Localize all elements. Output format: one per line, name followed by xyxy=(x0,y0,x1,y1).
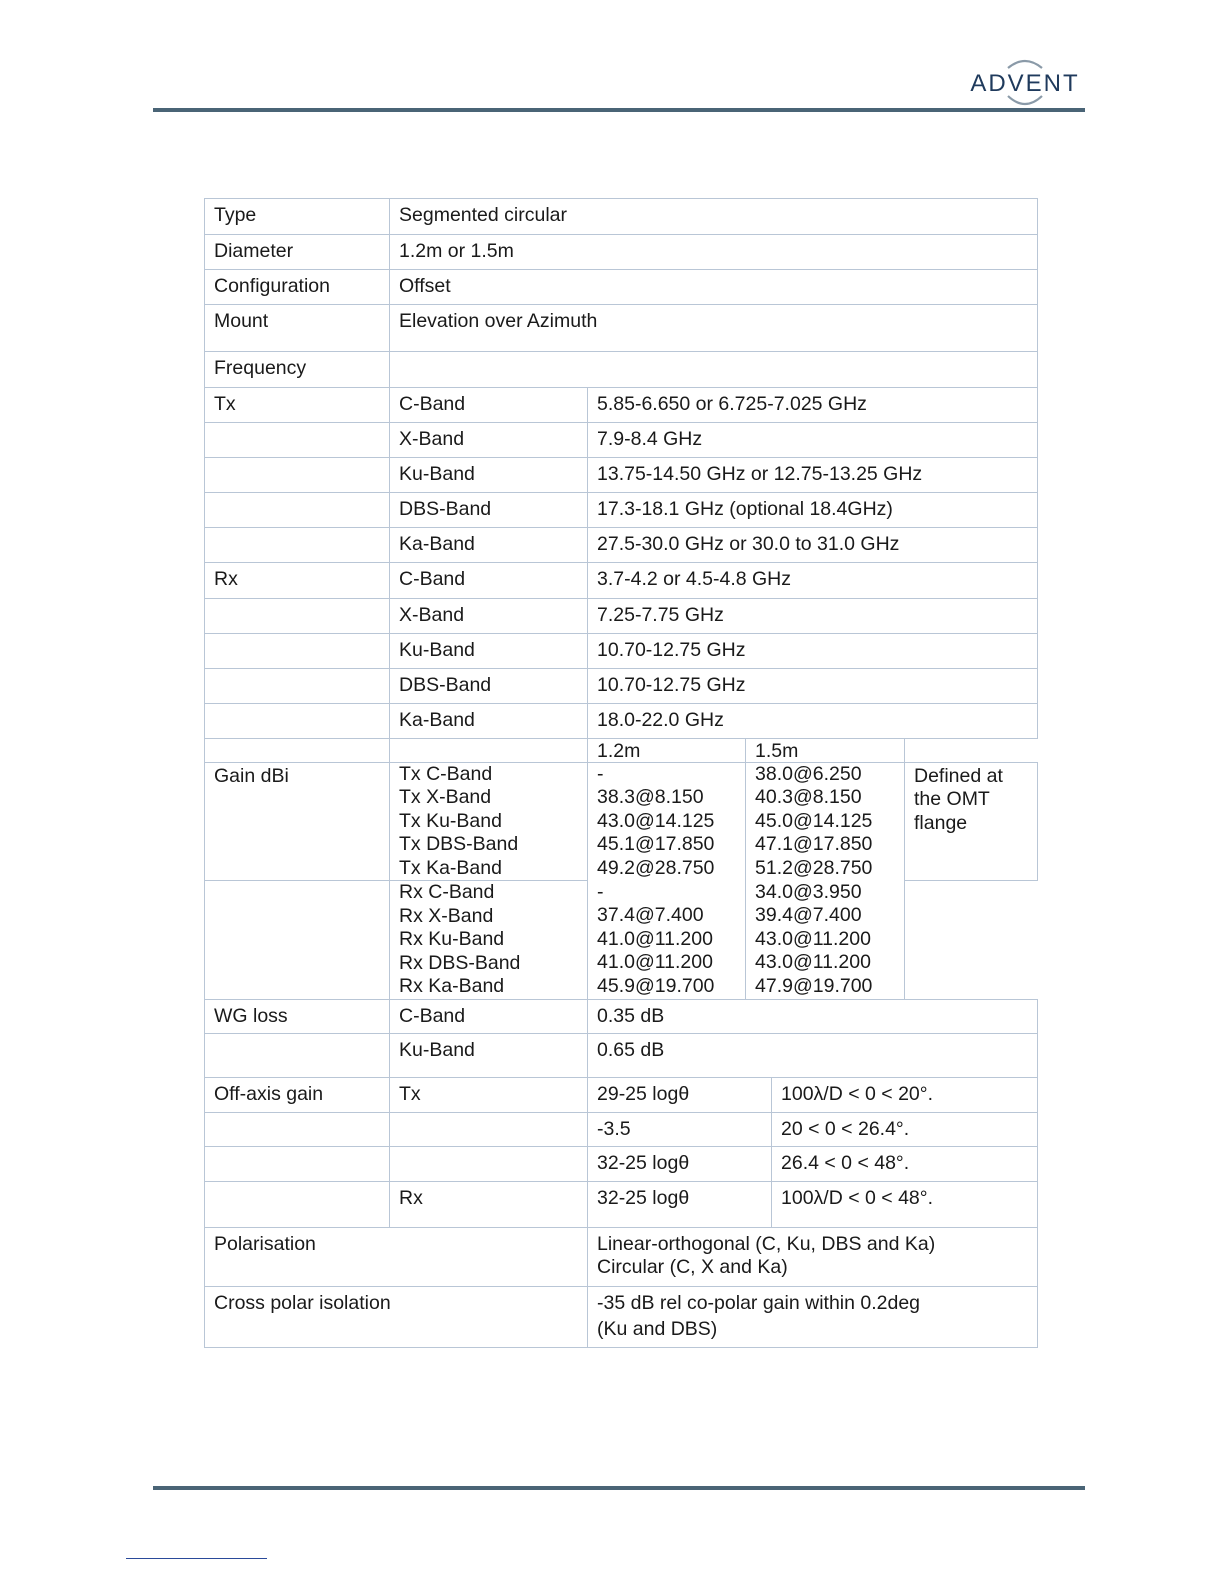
polarisation-line: Circular (C, X and Ka) xyxy=(597,1256,788,1278)
row-rx-3 xyxy=(205,668,1038,703)
rx-empty xyxy=(205,633,390,668)
logo-text: ADVENT xyxy=(970,70,1080,97)
gain-value: 41.0@11.200 xyxy=(597,951,713,973)
rx-band: DBS-Band xyxy=(390,668,588,703)
gain-value: 41.0@11.200 xyxy=(597,927,713,950)
rx-value: 7.25-7.75 GHz xyxy=(588,598,1038,633)
tx-value: 27.5-30.0 GHz or 30.0 to 31.0 GHz xyxy=(588,527,1038,562)
gain-band: Rx Ka-Band xyxy=(399,975,505,997)
row-cross-polar xyxy=(205,1286,1038,1347)
label-polarisation: Polarisation xyxy=(205,1227,588,1286)
row-rx-4 xyxy=(205,703,1038,738)
row-gain-tx xyxy=(205,762,1038,881)
gain-col-1-2m: 1.2m xyxy=(588,738,746,762)
gain-value: - xyxy=(597,880,604,903)
rx-empty xyxy=(205,598,390,633)
wg-value: 0.35 dB xyxy=(588,999,1038,1034)
offaxis-formula: 32-25 logθ xyxy=(588,1147,772,1182)
tx-empty xyxy=(205,527,390,562)
value-type: Segmented circular xyxy=(390,199,1038,235)
rx-band: Ka-Band xyxy=(390,703,588,738)
gain-rx-1-2m xyxy=(588,881,746,1000)
tx-band: Ka-Band xyxy=(390,527,588,562)
gain-band: Tx Ka-Band xyxy=(399,856,502,879)
polarisation-line: Linear-orthogonal (C, Ku, DBS and Ka) xyxy=(597,1232,936,1255)
value-diameter: 1.2m or 1.5m xyxy=(390,235,1038,270)
label-cross-polar: Cross polar isolation xyxy=(205,1286,588,1347)
gain-value: 45.9@19.700 xyxy=(597,974,715,997)
gain-value: 51.2@28.750 xyxy=(755,856,873,879)
row-gain-header xyxy=(205,738,1038,762)
label-wg-loss: WG loss xyxy=(205,999,390,1034)
row-rx-2 xyxy=(205,633,1038,668)
row-diameter xyxy=(205,235,1038,270)
gain-header-note-empty xyxy=(905,738,1038,762)
tx-band: Ku-Band xyxy=(390,457,588,492)
tx-band: C-Band xyxy=(390,387,588,422)
label-frequency: Frequency xyxy=(205,351,390,387)
gain-value: 45.1@17.850 xyxy=(597,833,715,855)
value-polarisation xyxy=(588,1227,1038,1286)
offaxis-range: 26.4 < 0 < 48°. xyxy=(772,1147,1038,1182)
row-tx-4 xyxy=(205,527,1038,562)
gain-rx-empty xyxy=(205,881,390,1000)
row-frequency xyxy=(205,351,1038,387)
rx-band: Ku-Band xyxy=(390,633,588,668)
gain-value: 49.2@28.750 xyxy=(597,856,715,879)
gain-band: Rx C-Band xyxy=(399,881,495,903)
offaxis-empty xyxy=(205,1147,390,1182)
gain-tx-1-5m xyxy=(746,762,905,881)
gain-band: Rx Ku-Band xyxy=(399,928,505,950)
row-tx-1 xyxy=(205,422,1038,457)
gain-value: 43.0@11.200 xyxy=(755,951,871,973)
label-tx: Tx xyxy=(205,387,390,422)
label-configuration: Configuration xyxy=(205,269,390,304)
row-mount xyxy=(205,304,1038,351)
gain-value: 39.4@7.400 xyxy=(755,904,862,926)
offaxis-tx-label: Tx xyxy=(390,1078,588,1113)
rx-value: 10.70-12.75 GHz xyxy=(588,668,1038,703)
header-rule xyxy=(153,108,1085,112)
offaxis-empty xyxy=(390,1112,588,1147)
gain-tx-1-2m xyxy=(588,762,746,881)
offaxis-empty xyxy=(205,1181,390,1227)
gain-col-1-5m: 1.5m xyxy=(746,738,905,762)
row-tx-3 xyxy=(205,492,1038,527)
rx-empty xyxy=(205,668,390,703)
gain-value: 45.0@14.125 xyxy=(755,809,873,832)
gain-value: 34.0@3.950 xyxy=(755,880,862,903)
gain-value: 43.0@14.125 xyxy=(597,809,715,832)
footer-link-underline[interactable] xyxy=(126,1558,267,1559)
row-tx-0 xyxy=(205,387,1038,422)
gain-band: Tx DBS-Band xyxy=(399,833,519,855)
offaxis-range: 100λ/D < 0 < 20°. xyxy=(772,1078,1038,1113)
tx-value: 13.75-14.50 GHz or 12.75-13.25 GHz xyxy=(588,457,1038,492)
tx-empty xyxy=(205,492,390,527)
rx-value: 10.70-12.75 GHz xyxy=(588,633,1038,668)
row-type xyxy=(205,199,1038,235)
offaxis-formula: 29-25 logθ xyxy=(588,1078,772,1113)
rx-band: X-Band xyxy=(390,598,588,633)
wg-band: Ku-Band xyxy=(390,1034,588,1078)
gain-value: 37.4@7.400 xyxy=(597,904,704,926)
row-configuration xyxy=(205,269,1038,304)
gain-value: 40.3@8.150 xyxy=(755,786,862,808)
wg-empty xyxy=(205,1034,390,1078)
tx-empty xyxy=(205,422,390,457)
gain-header-empty xyxy=(390,738,588,762)
label-type: Type xyxy=(205,199,390,235)
row-polarisation xyxy=(205,1227,1038,1286)
tx-band: X-Band xyxy=(390,422,588,457)
offaxis-range: 20 < 0 < 26.4°. xyxy=(772,1112,1038,1147)
tx-value: 17.3-18.1 GHz (optional 18.4GHz) xyxy=(588,492,1038,527)
row-gain-rx xyxy=(205,881,1038,1000)
offaxis-formula: -3.5 xyxy=(588,1112,772,1147)
gain-band: Tx X-Band xyxy=(399,786,492,808)
row-offaxis-3 xyxy=(205,1181,1038,1227)
offaxis-empty xyxy=(205,1112,390,1147)
gain-note: Defined at the OMT flange xyxy=(905,762,1038,881)
gain-tx-bands xyxy=(390,762,588,881)
gain-rx-bands xyxy=(390,881,588,1000)
label-diameter: Diameter xyxy=(205,235,390,270)
value-frequency xyxy=(390,351,1038,387)
value-cross-polar xyxy=(588,1286,1038,1347)
gain-band: Tx Ku-Band xyxy=(399,809,502,832)
row-rx-0 xyxy=(205,562,1038,598)
tx-empty xyxy=(205,457,390,492)
cross-polar-line: -35 dB rel co-polar gain within 0.2deg xyxy=(597,1291,921,1314)
advent-logo xyxy=(970,56,1080,110)
wg-band: C-Band xyxy=(390,999,588,1034)
gain-rx-note-empty xyxy=(905,881,1038,1000)
label-rx: Rx xyxy=(205,562,390,598)
offaxis-rx-label: Rx xyxy=(390,1181,588,1227)
label-gain: Gain dBi xyxy=(205,762,390,881)
label-mount: Mount xyxy=(205,304,390,351)
gain-value: 47.1@17.850 xyxy=(755,833,873,855)
gain-rx-1-5m xyxy=(746,881,905,1000)
row-wg-1 xyxy=(205,1034,1038,1078)
rx-value: 3.7-4.2 or 4.5-4.8 GHz xyxy=(588,562,1038,598)
tx-band: DBS-Band xyxy=(390,492,588,527)
gain-value: 43.0@11.200 xyxy=(755,927,871,950)
gain-band: Rx X-Band xyxy=(399,904,494,927)
row-offaxis-0 xyxy=(205,1078,1038,1113)
gain-value: 38.0@6.250 xyxy=(755,762,862,785)
row-tx-2 xyxy=(205,457,1038,492)
row-offaxis-2 xyxy=(205,1147,1038,1182)
tx-value: 5.85-6.650 or 6.725-7.025 GHz xyxy=(588,387,1038,422)
gain-header-empty xyxy=(205,738,390,762)
label-off-axis: Off-axis gain xyxy=(205,1078,390,1113)
offaxis-formula: 32-25 logθ xyxy=(588,1181,772,1227)
tx-value: 7.9-8.4 GHz xyxy=(588,422,1038,457)
row-offaxis-1 xyxy=(205,1112,1038,1147)
value-mount: Elevation over Azimuth xyxy=(390,304,1038,351)
spec-table xyxy=(204,198,1038,1348)
value-configuration: Offset xyxy=(390,269,1038,304)
gain-band: Tx C-Band xyxy=(399,762,493,785)
gain-value: 47.9@19.700 xyxy=(755,974,873,997)
rx-empty xyxy=(205,703,390,738)
footer-rule xyxy=(153,1486,1085,1490)
offaxis-range: 100λ/D < 0 < 48°. xyxy=(772,1181,1038,1227)
rx-band: C-Band xyxy=(390,562,588,598)
rx-value: 18.0-22.0 GHz xyxy=(588,703,1038,738)
row-rx-1 xyxy=(205,598,1038,633)
gain-value: 38.3@8.150 xyxy=(597,786,704,808)
gain-value: - xyxy=(597,762,604,785)
gain-band: Rx DBS-Band xyxy=(399,951,521,974)
row-wg-0 xyxy=(205,999,1038,1034)
cross-polar-line: (Ku and DBS) xyxy=(597,1318,718,1340)
offaxis-empty xyxy=(390,1147,588,1182)
wg-value: 0.65 dB xyxy=(588,1034,1038,1078)
